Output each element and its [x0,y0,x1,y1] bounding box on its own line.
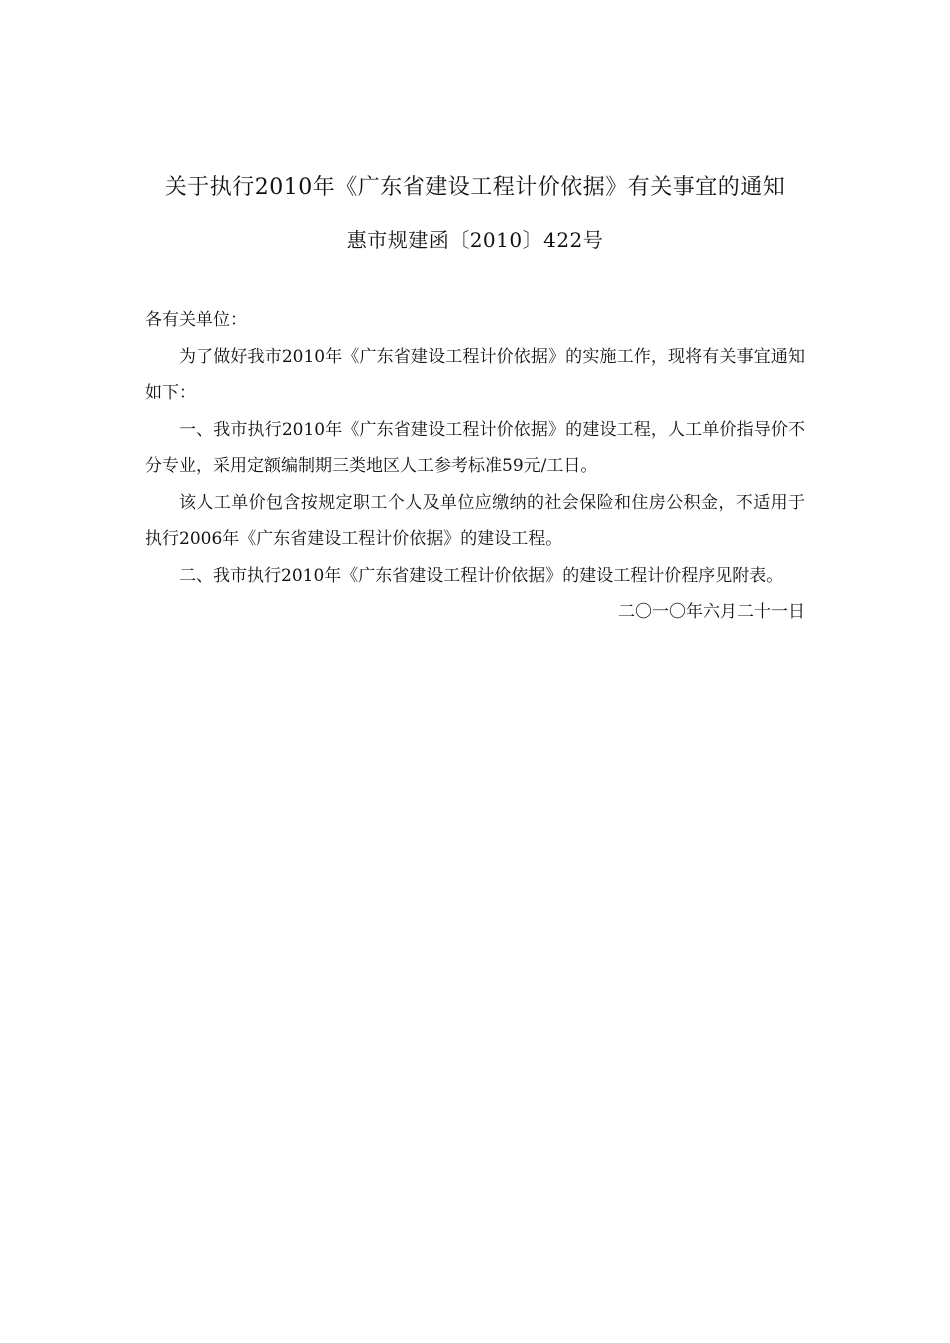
paragraph-intro: 为了做好我市2010年《广东省建设工程计价依据》的实施工作，现将有关事宜通知如下： [145,346,805,403]
document-number: 惠市规建函〔2010〕422号 [346,228,604,252]
document-body [145,302,805,631]
salutation: 各有关单位： [145,310,247,330]
paragraph-item-1-note: 该人工单价包含按规定职工个人及单位应缴纳的社会保险和住房公积金，不适用于执行2006年《广东省建设工程计价依据》的建设工程。 [145,492,805,549]
document-title: 关于执行2010年《广东省建设工程计价依据》有关事宜的通知 [164,175,786,200]
document-date: 二〇一〇年六月二十一日 [618,602,805,622]
paragraph-item-2: 二、我市执行2010年《广东省建设工程计价依据》的建设工程计价程序见附表。 [179,565,784,586]
paragraph-item-1: 一、我市执行2010年《广东省建设工程计价依据》的建设工程，人工单价指导价不分专业，采用定额编制期三类地区人工参考标准59元/工日。 [145,419,805,476]
